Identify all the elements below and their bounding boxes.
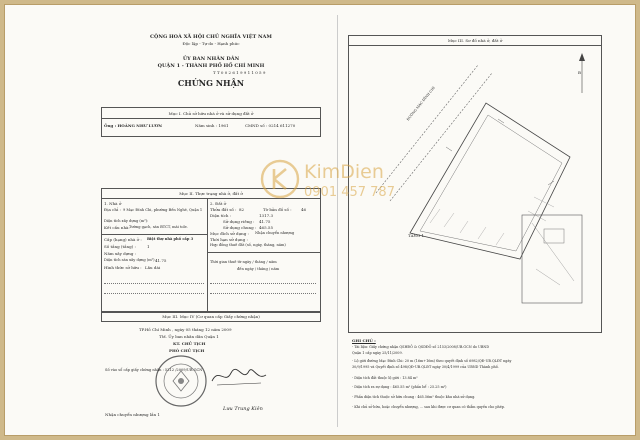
floors-value: 1 <box>147 244 150 249</box>
floor-area-value: 41.75 <box>155 258 167 263</box>
note-line: - Diện tích đất thuộc lộ giới : 13.84 m² <box>352 376 418 380</box>
lease-from: Thời gian thuê từ ngày / tháng / năm <box>210 260 277 264</box>
place-date: TP.Hồ Chí Minh , ngày 05 tháng 12 năm 2009 <box>139 327 232 332</box>
id-number: CMND số : 0214 611270 <box>245 123 296 128</box>
signature-icon <box>209 363 269 389</box>
register-number: Số vào sổ cấp giấy chứng nhận : 5212 /2009/UB.GCN <box>105 368 203 372</box>
building-area-label: Diện tích xây dựng (m²): <box>104 219 149 223</box>
note-line: - Diện tích ra sự dụng : 465.55 m² (phần bể : 25.25 m²) <box>352 385 447 389</box>
structure-value: Tường gạch, sàn BTCT, mái tole. <box>129 225 188 229</box>
purpose-value: Nhận chuyển nhượng <box>255 231 295 235</box>
birth-year: Năm sinh : 1961 <box>195 123 229 128</box>
land-area-value: 1317.3 <box>259 213 273 218</box>
address-label: Địa chỉ : <box>104 207 121 212</box>
signatory-line3: PHÓ CHỦ TỊCH <box>169 348 205 353</box>
private-use-label: Sử dụng riêng : <box>223 219 255 224</box>
note-line: - Lộ giới đường Mạc Đĩnh Chi: 20 m (16m+16m) theo quyết định số 6982/QĐ-UB.QLĐT ngày <box>352 359 512 363</box>
parcel-label: Thửa đất số : <box>210 207 237 212</box>
map-sheet-label: Tờ bản đồ số : <box>263 207 292 212</box>
certificate-title: CHỨNG NHẬN <box>177 78 245 88</box>
issuer-line1: ỦY BAN NHÂN DÂN <box>182 56 240 62</box>
section1-title: Mục I. Chủ sở hữu nhà ở và sử dụng đất ở <box>168 111 254 116</box>
official-seal-icon <box>153 353 209 409</box>
lease-to: đến ngày / tháng / năm <box>237 267 280 271</box>
note-line: - Khi chủ sở hữu, hoặc chuyển nhượng, ... sau khi được cơ quan có thẩm quyền cho phép. <box>352 405 505 409</box>
private-use-value: 41.75 <box>259 219 271 224</box>
purpose-label: Mục đích sử dụng : <box>210 231 249 236</box>
note-line: 30/9/1995 và Quyết định số 498/QĐ-UB.QLĐT ngày 30/4/1999 của UBND Thành phố. <box>352 365 499 369</box>
watermark-phone: 0901 457 787 <box>304 185 395 200</box>
signatory-line2: KT. CHỦ TỊCH <box>173 341 206 346</box>
national-header: CỘNG HOÀ XÃ HỘI CHỦ NGHĨA VIỆT NAM <box>150 34 272 40</box>
north-label: B <box>578 70 581 75</box>
document-photo <box>4 4 636 436</box>
map-sheet-value: 46 <box>301 207 307 212</box>
note-line: - Phần diện tích thuộc sở hữu chung : 465.56m² thuộc khu nhà sử dụng. <box>352 395 476 399</box>
parcel-value: 82 <box>239 207 245 212</box>
house-header: 1. Nhà ở <box>104 201 122 206</box>
brand-logo-icon <box>260 159 300 199</box>
lease-contract-line: Hợp đồng thuê đất (số, ngày, tháng, năm) <box>210 243 286 247</box>
grade-label: Cấp (hạng) nhà ở : <box>104 237 142 242</box>
section3-title: Mục III. Mục IV (Cơ quan cấp Giấy chứng nhận) <box>162 314 260 319</box>
floors-label: Số tầng (tầng) : <box>104 244 136 249</box>
grade-value: Biệt thự nhà phố cấp 3 <box>147 237 194 241</box>
shared-use-label: Sử dụng chung : <box>223 225 257 230</box>
ownership-label: Hình thức sở hữu : <box>104 265 142 270</box>
section2-title: Mục II. Thực trạng nhà ở, đất ở <box>179 191 243 196</box>
land-header: 2. Đất ở <box>210 201 227 206</box>
signatory-line1: TM. Ủy ban nhân dân Quận 1 <box>159 334 219 339</box>
motto: Độc lập - Tự do - Hạnh phúc <box>182 41 240 46</box>
site-plan-title: Mục III. Sơ đồ nhà ở, đất ở <box>447 38 503 43</box>
notes-title: GHI CHÚ : <box>352 338 376 343</box>
street-label: ĐƯỜNG MẠC ĐĨNH CHI <box>405 85 436 122</box>
land-area-label: Diện tích : <box>210 213 232 218</box>
signer-name: Lưu Trung Kiên <box>223 406 263 412</box>
issuer-line2: QUẬN 1 - THÀNH PHỐ HỒ CHÍ MINH <box>157 63 265 69</box>
footer-note: Nhận chuyển nhượng lần 1 <box>105 412 160 417</box>
address-value: 9 Mạc Đĩnh Chi, phường Bến Nghé, Quận 1 <box>123 208 203 212</box>
term-label: Thời hạn sử dụng : <box>210 237 248 242</box>
note-line: Quận 1 cấp ngày 25/11/2009. <box>352 351 403 355</box>
ownership-value: Lâu dài <box>145 265 161 270</box>
certificate-front-page <box>97 21 325 433</box>
certificate-back-page <box>348 21 602 433</box>
shared-use-value: 465.55 <box>259 225 273 230</box>
build-year-label: Năm xây dựng : <box>104 251 137 256</box>
owner-name: Ông : HOÀNG NHƯ LƯƠN <box>104 123 163 128</box>
floor-label: TẦNG 1 <box>408 233 425 238</box>
watermark <box>260 155 410 207</box>
serial-number: T T 0 0 2 6 1 9 9 1 1 0 5 9 <box>213 70 266 75</box>
watermark-brand: KimDien <box>304 161 384 183</box>
structure-label: Kết cấu nhà: <box>104 225 130 230</box>
note-line: - Tài liệu: Giấy chứng nhận QSHĐÔ & QSDĐÔ số 2153/2008/UB.GCN do UBND <box>352 345 490 349</box>
floor-area-label: Diện tích sàn xây dựng (m²) : <box>104 258 157 262</box>
